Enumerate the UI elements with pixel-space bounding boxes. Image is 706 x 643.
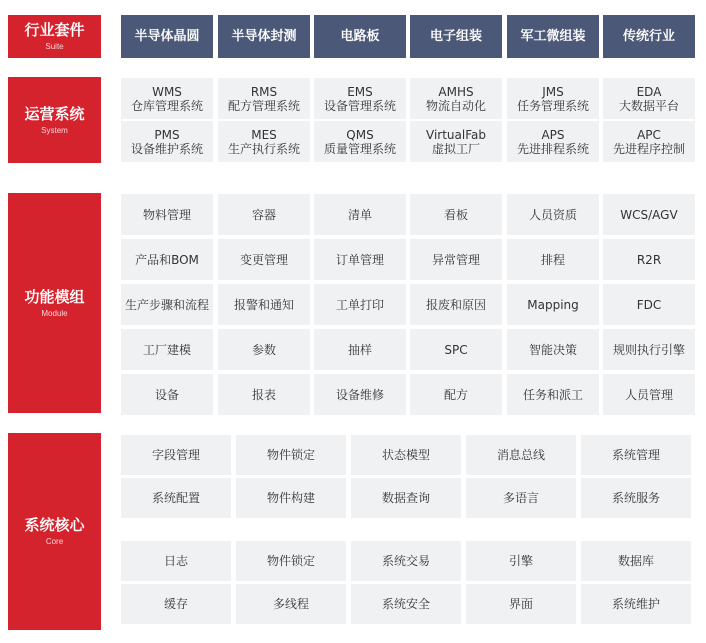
system-item <box>507 121 599 162</box>
system-item <box>121 121 213 162</box>
system-name: 质量管理系统 <box>323 141 396 156</box>
module-item: 参数 <box>218 329 310 370</box>
system-item <box>218 121 310 162</box>
system-name: 物流自动化 <box>425 98 486 113</box>
system-item <box>507 78 599 119</box>
system-name: 生产执行系统 <box>227 141 300 156</box>
system-name: 仓库管理系统 <box>130 98 203 113</box>
module-item: FDC <box>603 284 695 325</box>
core-item: 系统维护 <box>581 584 691 624</box>
system-code: VirtualFab <box>426 127 486 142</box>
module-item: 工单打印 <box>314 284 406 325</box>
system-item <box>314 78 406 119</box>
module-item: 配方 <box>410 374 502 415</box>
module-item: R2R <box>603 239 695 280</box>
core-item: 状态模型 <box>351 435 461 475</box>
section-subtitle-core: Core <box>45 537 64 546</box>
section-label-core <box>8 433 101 630</box>
section-title-system: 运营系统 <box>24 104 85 123</box>
section-label-system <box>8 77 101 163</box>
module-item: 任务和派工 <box>507 374 599 415</box>
module-item: Mapping <box>507 284 599 325</box>
module-item: 抽样 <box>314 329 406 370</box>
core-item: 多线程 <box>236 584 346 624</box>
module-item: 工厂建模 <box>121 329 213 370</box>
core-item: 物件锁定 <box>236 435 346 475</box>
core-item: 物件构建 <box>236 478 346 518</box>
system-item <box>314 121 406 162</box>
system-item <box>603 121 695 162</box>
core-item: 数据库 <box>581 541 691 581</box>
module-item: 生产步骤和流程 <box>121 284 213 325</box>
system-item <box>410 121 502 162</box>
module-item: 人员资质 <box>507 194 599 235</box>
system-name: 配方管理系统 <box>227 98 300 113</box>
system-name: 设备维护系统 <box>130 141 203 156</box>
core-item: 系统配置 <box>121 478 231 518</box>
module-item: 订单管理 <box>314 239 406 280</box>
system-code: MES <box>251 127 277 142</box>
system-code: JMS <box>542 84 564 99</box>
module-item: 变更管理 <box>218 239 310 280</box>
system-code: WMS <box>152 84 182 99</box>
module-item: 排程 <box>507 239 599 280</box>
system-item <box>603 78 695 119</box>
section-subtitle-suite: Suite <box>45 42 64 51</box>
core-item: 系统管理 <box>581 435 691 475</box>
module-item: 异常管理 <box>410 239 502 280</box>
module-item: 报警和通知 <box>218 284 310 325</box>
module-item: 物料管理 <box>121 194 213 235</box>
suite-item: 电路板 <box>314 15 406 58</box>
section-label-module <box>8 193 101 413</box>
section-title-core: 系统核心 <box>24 516 85 534</box>
suite-item: 传统行业 <box>603 15 695 58</box>
core-item: 系统安全 <box>351 584 461 624</box>
section-subtitle-system: System <box>41 125 68 135</box>
core-item: 数据查询 <box>351 478 461 518</box>
module-item: 规则执行引擎 <box>603 329 695 370</box>
suite-item: 军工微组装 <box>507 15 599 58</box>
core-item: 字段管理 <box>121 435 231 475</box>
module-item: SPC <box>410 329 502 370</box>
system-name: 任务管理系统 <box>516 98 589 113</box>
core-item: 多语言 <box>466 478 576 518</box>
core-item: 消息总线 <box>466 435 576 475</box>
system-name: 大数据平台 <box>618 98 679 113</box>
system-code: APC <box>637 127 661 142</box>
module-item: 看板 <box>410 194 502 235</box>
module-item: 智能决策 <box>507 329 599 370</box>
system-name: 先进排程系统 <box>516 141 589 156</box>
module-item: 设备 <box>121 374 213 415</box>
core-item: 物件锁定 <box>236 541 346 581</box>
system-item <box>410 78 502 119</box>
core-item: 缓存 <box>121 584 231 624</box>
section-subtitle-module: Module <box>41 308 68 318</box>
system-code: EDA <box>636 84 662 99</box>
core-item: 引擎 <box>466 541 576 581</box>
section-title-suite: 行业套件 <box>24 21 85 39</box>
module-item: 报表 <box>218 374 310 415</box>
suite-item: 半导体晶圆 <box>121 15 213 58</box>
system-item <box>121 78 213 119</box>
system-name: 虚拟工厂 <box>431 141 480 156</box>
suite-item: 电子组装 <box>410 15 502 58</box>
system-code: PMS <box>154 127 180 142</box>
core-item: 界面 <box>466 584 576 624</box>
module-item: 产品和BOM <box>121 239 213 280</box>
system-code: AMHS <box>438 84 474 99</box>
system-code: RMS <box>250 84 278 99</box>
section-label-suite <box>8 15 101 58</box>
suite-item: 半导体封测 <box>218 15 310 58</box>
module-item: WCS/AGV <box>603 194 695 235</box>
system-name: 先进程序控制 <box>612 141 685 156</box>
module-item: 人员管理 <box>603 374 695 415</box>
module-item: 报废和原因 <box>410 284 502 325</box>
system-code: EMS <box>347 84 373 99</box>
section-title-module: 功能模组 <box>24 287 85 306</box>
system-code: APS <box>541 127 565 142</box>
core-item: 日志 <box>121 541 231 581</box>
core-item: 系统交易 <box>351 541 461 581</box>
core-item: 系统服务 <box>581 478 691 518</box>
module-item: 设备维修 <box>314 374 406 415</box>
system-item <box>218 78 310 119</box>
module-item: 容器 <box>218 194 310 235</box>
module-item: 清单 <box>314 194 406 235</box>
system-name: 设备管理系统 <box>323 98 396 113</box>
system-code: QMS <box>346 127 374 142</box>
